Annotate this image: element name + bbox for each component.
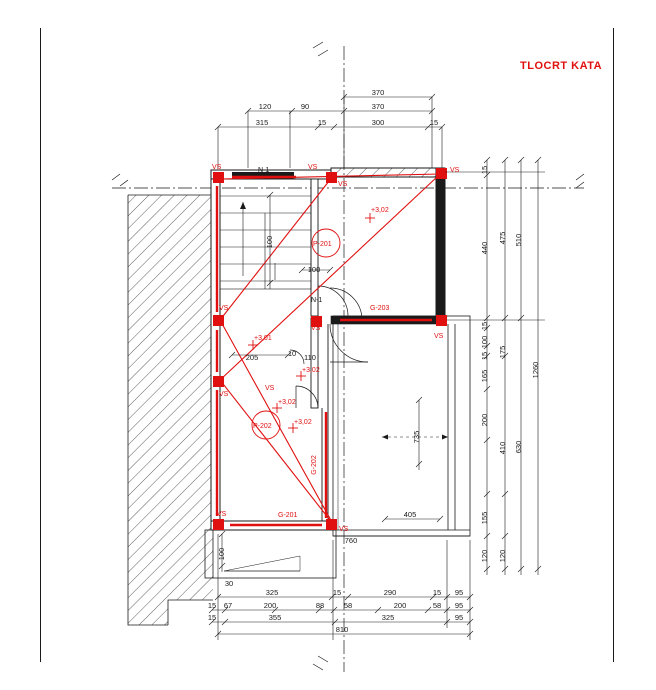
dim-r3-630: 630 [514,440,523,454]
vs-label-9: VS [434,333,444,340]
dim-bot4-810: 810 [335,625,349,634]
dim-bot-290: 290 [383,588,397,597]
dim-bot2-58a: 58 [343,601,353,610]
vs-label-11: VS [339,526,349,533]
dim-r1-15c: 15 [480,351,489,361]
dim-bot3-325: 325 [381,613,395,622]
dim-in-10: 10 [287,349,297,358]
vs-label-1: VS [212,164,222,171]
dim-bot-15b: 15 [432,588,442,597]
terrace-outline [333,316,470,536]
dim-bot3-355: 355 [268,613,282,622]
level-label-4: +3,02 [278,399,296,406]
dim-in-760: 760 [344,536,358,545]
dim-r1-100: 100 [480,335,489,349]
door-tag-1: P-201 [313,241,332,248]
dim-top-300: 300 [371,118,385,127]
dim-in-30: 30 [224,579,234,588]
wall-label-n1-b: N-1 [311,297,323,304]
vs-label-6: VS [219,391,229,398]
vs-label-7: VS [265,385,275,392]
dim-in-100b: 100 [217,547,226,561]
dim-bot2-15: 15 [207,601,217,610]
dim-top-370a: 370 [371,88,385,97]
vs-label-5: VS [219,305,229,312]
dim-in-735: 735 [412,430,421,444]
dim-r1-165: 165 [480,369,489,383]
dim-r2-175: 175 [498,345,507,359]
dim-r1-15b: 15 [480,321,489,331]
dim-top-120: 120 [258,102,272,111]
dim-r4-1260: 1260 [531,361,540,379]
dim-r1-120: 120 [480,549,489,563]
dim-r3-510: 510 [514,233,523,247]
dim-r1-15a: 15 [480,165,489,175]
level-label-2: +3,01 [254,335,272,342]
dim-r1-440: 440 [480,241,489,255]
level-label-1: +3,02 [371,207,389,214]
dim-bot-325: 325 [265,588,279,597]
staircase [220,172,311,289]
dim-bot-95a: 95 [454,588,464,597]
dim-bot2-88: 88 [315,601,325,610]
dim-bot2-58b: 58 [432,601,442,610]
dim-top-90: 90 [300,102,310,111]
dim-top-370b: 370 [371,102,385,111]
dim-bot2-200a: 200 [263,601,277,610]
vs-label-2: VS [308,164,318,171]
dim-r2-120: 120 [498,549,507,563]
glazing-tag-g202: G-202 [311,455,318,475]
dim-bot2-67: 67 [223,601,233,610]
page-title: TLOCRT KATA [520,60,603,72]
vs-label-4: VS [338,181,348,188]
dim-bot3-95: 95 [454,613,464,622]
vs-label-3: VS [450,167,460,174]
window-markers [213,168,447,530]
vs-label-10: VS [217,511,227,518]
dim-bot-15a: 15 [332,588,342,597]
wall-label-n1-a: N-1 [258,167,270,174]
dim-r1-200: 200 [480,413,489,427]
dim-in-405: 405 [403,510,417,519]
dim-in-205: 205 [245,353,259,362]
level-label-5: +3,02 [294,419,312,426]
dim-in-100a: 100 [307,265,321,274]
red-labels [212,164,460,533]
dim-r2-475: 475 [498,231,507,245]
dim-in-stair: 100 [265,235,274,249]
door-tag-2: P-202 [253,423,272,430]
dim-top-15b: 15 [429,118,439,127]
exterior-walls [211,168,445,530]
level-label-3: +3,02 [302,367,320,374]
dim-top-15a: 15 [317,118,327,127]
dim-top-315: 315 [255,118,269,127]
terrain-hatch [128,195,213,625]
dim-bot2-95: 95 [454,601,464,610]
dim-bot3-15: 15 [207,613,217,622]
dim-in-110: 110 [304,353,316,362]
dim-r2-410: 410 [498,441,507,455]
glazing-tag-g203: G-203 [370,305,390,312]
dim-bot2-200b: 200 [393,601,407,610]
dim-r1-155: 155 [480,511,489,525]
glazing-tag-g201: G-201 [278,512,298,519]
vs-label-8: VS [311,325,321,332]
